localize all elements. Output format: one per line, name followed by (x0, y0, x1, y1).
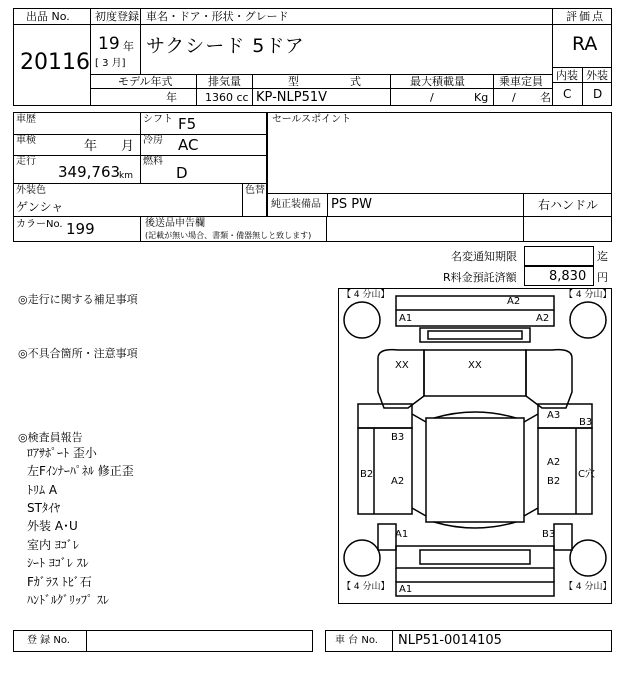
color-change-label: 色替 (245, 185, 265, 196)
aircon: AC (178, 136, 199, 154)
notice-label: 名変通知期限 (451, 250, 517, 263)
type-label-2: 式 (350, 75, 361, 88)
rear-bumper-outline (396, 582, 554, 596)
color-no-divider (140, 216, 141, 242)
eval-grade-mid (582, 67, 583, 106)
spec-divider (90, 88, 553, 89)
capacity-label: 乗車定員 (499, 75, 543, 88)
grille (420, 328, 530, 342)
recycle-amount: 8,830 (549, 269, 587, 284)
doc-extra-divider (523, 216, 524, 242)
mark-rear-bumper: A1 (399, 584, 413, 595)
equipment: PS PW (331, 197, 372, 212)
shift: F5 (178, 115, 197, 133)
mark-right-rear: B3 (542, 529, 556, 540)
report-line: 室内 ﾖｺﾞﾚ (27, 538, 79, 552)
mark-left-front-fender: B2 (360, 469, 374, 480)
recycle-unit: 円 (597, 271, 608, 284)
doc-extra-box (326, 216, 612, 242)
grille-inner (428, 331, 522, 339)
doc-note: (記載が無い場合、書類・備器無しと致します) (145, 231, 312, 240)
capacity: / (512, 91, 516, 104)
mileage-unit: km (119, 171, 133, 181)
exterior-grade: D (593, 87, 603, 101)
capacity-unit: 名 (540, 91, 551, 104)
tire-rear-left (344, 540, 380, 576)
model-year-unit: 年 (166, 91, 177, 104)
first-reg-month: [ 3 月] (95, 58, 126, 69)
hood-right-outline (526, 350, 572, 408)
fuel-label: 燃料 (143, 156, 163, 167)
car-diagram-drawing (338, 288, 612, 604)
model-year-label: モデル年式 (118, 75, 173, 88)
driving-notes-label: ◎走行に関する補足事項 (18, 293, 138, 306)
mark-right-front-door: A3 (547, 410, 561, 421)
mark-hood-left: XX (395, 360, 409, 371)
equipment-label-divider (327, 193, 328, 217)
chassis-no-label: 車 台 No. (335, 635, 378, 646)
fuel: D (176, 164, 188, 182)
report-line: ｼｰﾄ ﾖｺﾞﾚ ｽﾚ (27, 556, 89, 570)
tire-front-left (344, 302, 380, 338)
displacement-label: 排気量 (208, 75, 241, 88)
car-info-divider (90, 24, 553, 25)
history-label: 車歴 (16, 114, 36, 125)
tire-front-right (570, 302, 606, 338)
mark-right-front-fender: B3 (579, 417, 593, 428)
mark-front-right: A2 (536, 313, 550, 324)
max-load-label: 最大積載量 (410, 75, 465, 88)
tire-rr-depth: 【 4 分山】 (564, 582, 612, 592)
mark-right-rear-door-top: A2 (547, 457, 561, 468)
spec-col-4 (493, 74, 494, 106)
eval-grade-label-divider (552, 82, 612, 83)
hood-center (424, 350, 526, 396)
mark-front-bumper: A2 (507, 296, 521, 307)
mark-left-front-door: B3 (391, 432, 405, 443)
inspection-year: 年 (84, 139, 98, 154)
color: ゲンシャ (16, 200, 64, 214)
mark-left-rear-door: A2 (391, 476, 405, 487)
doc-label: 後送品申告欄 (145, 218, 205, 229)
chassis-no-divider (392, 630, 393, 652)
mileage-label: 走行 (16, 156, 36, 167)
lot-header-divider (13, 24, 91, 25)
exterior-label: 外装 (586, 69, 608, 82)
reg-no-label: 登 録 No. (27, 635, 70, 646)
mileage: 349,763 (58, 163, 121, 181)
tire-fl-depth: 【 4 分山】 (342, 290, 390, 300)
lot-label: 出品 No. (26, 10, 70, 23)
car-name: サクシード 5ドア (146, 35, 305, 57)
report-line: ﾛｱｻﾎﾟｰﾄ 歪小 (27, 446, 97, 460)
mark-left-rear: A1 (395, 529, 409, 540)
mark-right-rear-door: B2 (547, 476, 561, 487)
notice-field (524, 246, 594, 266)
aircon-label: 冷房 (143, 135, 163, 146)
eval-score: RA (572, 33, 598, 55)
inspector-label: ◎検査員報告 (18, 431, 83, 444)
first-reg-year: 19 (98, 34, 120, 54)
rear-plate (420, 550, 530, 564)
report-line: STﾀｲﾔ (27, 501, 60, 515)
color-change-divider (242, 183, 243, 217)
reg-no-divider (86, 630, 87, 652)
shift-label: シフト (143, 114, 173, 125)
equipment-label: 純正装備品 (271, 199, 321, 210)
eval-label: 評価点 (566, 10, 605, 23)
tire-rl-depth: 【 4 分山】 (342, 582, 390, 592)
inspection-label: 車検 (16, 135, 36, 146)
color-label: 外装色 (16, 185, 46, 196)
report-line: 外装 A･U (27, 519, 78, 533)
first-reg-label: 初度登録 (95, 10, 139, 23)
inspection-month: 月 (121, 139, 135, 154)
tire-rear-right (570, 540, 606, 576)
report-line: ﾄﾘﾑ A (27, 483, 58, 497)
mark-right-rear-fender: C穴 (578, 469, 595, 480)
details-col-1 (140, 112, 141, 184)
color-no-label: カラーNo. (16, 219, 63, 230)
chassis-no: NLP51-0014105 (398, 633, 502, 648)
steering: 右ハンドル (538, 198, 599, 212)
front-bumper-outline (396, 296, 554, 310)
mark-front-left: A1 (399, 313, 413, 324)
sales-point-label: セールスポイント (272, 114, 352, 125)
notice-unit: 迄 (597, 250, 608, 263)
max-load-unit: Kg (474, 91, 489, 104)
spec-col-1 (196, 74, 197, 106)
spec-col-3 (390, 74, 391, 106)
hood-left-outline (378, 350, 424, 408)
report-line: 左Fｲﾝﾅｰﾊﾟﾈﾙ 修正歪 (27, 464, 134, 478)
type-label: 型 (288, 75, 299, 88)
recycle-label: R料金預託済額 (443, 271, 517, 284)
eval-header-divider (552, 24, 612, 25)
first-reg-year-unit: 年 (123, 40, 134, 53)
steering-divider (523, 193, 524, 217)
interior-label: 内装 (556, 69, 578, 82)
tire-fr-depth: 【 4 分山】 (564, 290, 612, 300)
type-value: KP-NLP51V (256, 90, 328, 105)
report-line: ﾊﾝﾄﾞﾙｸﾞﾘｯﾌﾟ ｽﾚ (27, 593, 109, 607)
interior-grade: C (563, 87, 572, 101)
car-label: 車名・ドア・形状・グレード (146, 10, 289, 23)
defects-label: ◎不具合箇所・注意事項 (18, 347, 138, 360)
cabin (426, 418, 524, 522)
report-line: Fｶﾞﾗｽ ﾄﾋﾞ石 (27, 575, 92, 589)
max-load: / (430, 91, 434, 104)
displacement: 1360 cc (205, 91, 249, 104)
spec-col-2 (252, 74, 253, 106)
lot-number: 20116 (20, 50, 90, 75)
front-lower-outline (396, 310, 554, 326)
first-reg-divider (140, 8, 141, 75)
color-no: 199 (66, 220, 95, 238)
mark-hood-right: XX (468, 360, 482, 371)
